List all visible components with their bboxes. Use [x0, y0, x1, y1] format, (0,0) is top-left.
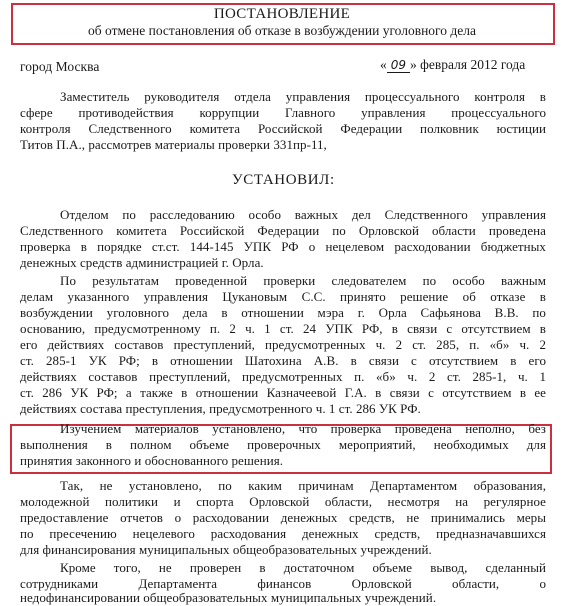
- paragraph-5-line: недофинансировании общеобразовательных муниципальных учреждений.: [20, 590, 437, 605]
- paragraph-4-line: по пресечению нецелевого расходования денежных средств, предназначавшихся: [20, 526, 546, 541]
- date-quote-open: «: [380, 57, 387, 72]
- paragraph-1-line: денежных средств администрацией г. Орла.: [20, 255, 264, 270]
- paragraph-2-line: ст. 285-1 УК РФ; в отношении Шатохина А.В. в связи с отсутствием в его: [20, 353, 546, 368]
- intro-line: сфере противодействия коррупции Главного управления процессуального: [20, 105, 546, 120]
- intro-line: Титов П.А., рассмотрев материалы проверки 331пр-11,: [20, 137, 327, 152]
- paragraph-4-line: предоставление отчетов о расходовании денежных средств, не принимались меры: [20, 510, 546, 525]
- paragraph-5-line: сотрудниками Департамента финансов Орловской области, о: [20, 576, 546, 591]
- date-rest: » февраля 2012 года: [410, 57, 526, 72]
- paragraph-4-line: для финансирования муниципальных общеобразовательных учреждений.: [20, 542, 432, 557]
- paragraph-2-line: его действиях составов преступлений, предусмотренных ч. 2 ст. 285, п. «б» ч. 2: [20, 337, 546, 352]
- intro-line: контроля Следственного комитета Российской Федерации полковник юстиции: [20, 121, 546, 136]
- paragraph-2-line: действиях состава преступления, предусмотренного ч. 1 ст. 286 УК РФ.: [20, 401, 421, 416]
- paragraph-2-line: возбуждении уголовного дела в отношении мэра г. Орла Сафьянова В.В. по: [20, 305, 546, 320]
- paragraph-3-line: выполнения в полном объеме проверочных мероприятий, необходимых для: [20, 437, 546, 452]
- paragraph-4-line: молодежной политики и спорта Орловской области, несмотря на регулярное: [20, 494, 546, 509]
- paragraph-2-line: делам указанного управления Цукановым С.С. принято решение об отказе в: [20, 289, 546, 304]
- paragraph-1-line: Отделом по расследованию особо важных дел Следственного управления: [60, 207, 546, 222]
- paragraph-2-line: ст. 286 УК РФ; а также в отношении Казначеевой Г.А. в связи с отсутствием в ее: [20, 385, 546, 400]
- paragraph-2-line: действиях составов преступлений, предусмотренных п. «б» ч. 2 ст. 285-1, ч. 1: [20, 369, 546, 384]
- paragraph-1-line: проверка в порядке ст.ст. 144-145 УПК РФ о нецелевом расходовании бюджетных: [20, 239, 546, 254]
- paragraph-3-line: принятия законного и обоснованного решения.: [20, 453, 284, 468]
- paragraph-2-line: основанию, предусмотренному п. 2 ч. 1 ст. 24 УПК РФ, в связи с отсутствием в: [20, 321, 546, 336]
- document-subtitle: об отмене постановления об отказе в возбуждении уголовного дела: [88, 23, 476, 38]
- paragraph-5-line: Кроме того, не проверен в достаточном объеме вывод, сделанный: [60, 560, 546, 575]
- date: [380, 57, 525, 73]
- paragraph-1-line: Следственного комитета Российской Федерации по Орловской области проведена: [20, 223, 546, 238]
- document-title: ПОСТАНОВЛЕНИЕ: [213, 6, 351, 22]
- paragraph-2-line: По результатам проведенной проверки следователем по особо важным: [60, 273, 546, 288]
- intro-line: Заместитель руководителя отдела управления процессуального контроля в: [60, 89, 546, 104]
- section-heading: УСТАНОВИЛ:: [232, 172, 335, 188]
- paragraph-4-line: Так, не установлено, по каким причинам Департаментом образования,: [60, 478, 546, 493]
- city: город Москва: [20, 59, 100, 74]
- paragraph-3-line: Изучением материалов установлено, что проверка проведена неполно, без: [60, 421, 546, 436]
- date-day: 09: [387, 58, 410, 73]
